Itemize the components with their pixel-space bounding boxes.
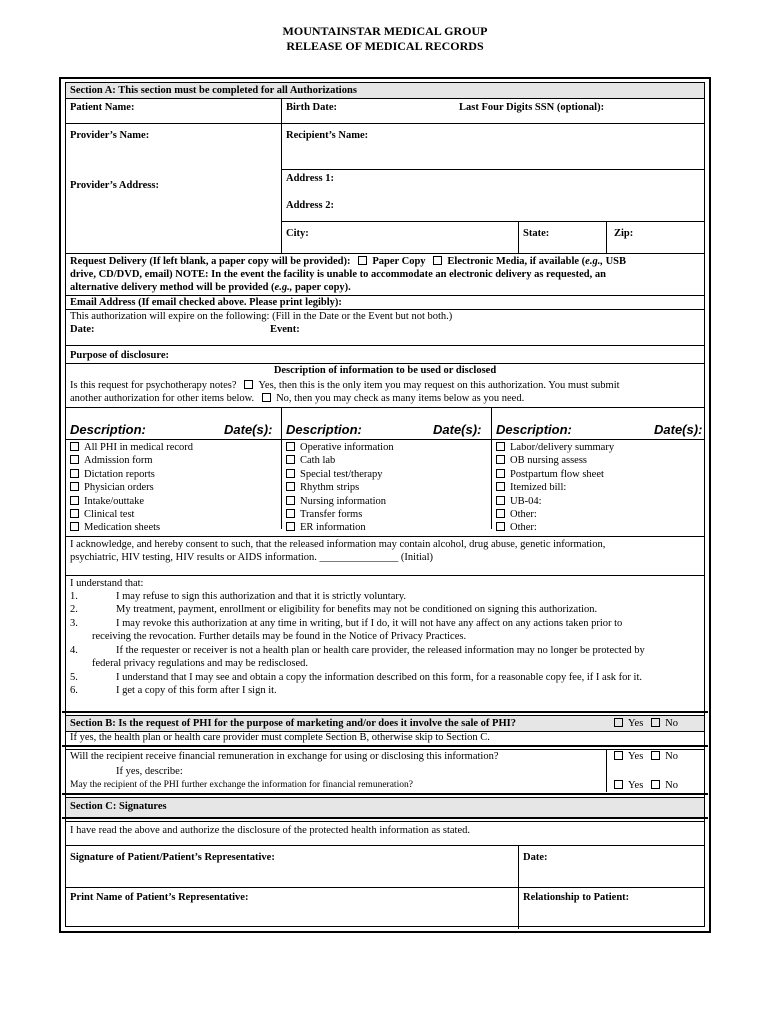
divider: [66, 575, 704, 576]
psych-no-label: No, then you may check as many items below as you need.: [276, 393, 525, 404]
col3-checkbox[interactable]: [496, 469, 505, 478]
authorization-statement: I have read the above and authorize the disclosure of the protected health information as stated.: [70, 825, 471, 836]
delivery-line-1: [70, 255, 626, 268]
divider: [62, 817, 708, 819]
item-text: I get a copy of this form after I sign it.: [116, 685, 277, 696]
release-form: [59, 77, 711, 933]
paper-copy-checkbox[interactable]: [358, 256, 367, 265]
psych-no-checkbox[interactable]: [262, 393, 271, 402]
list-item-label: Other:: [510, 508, 537, 520]
expire-event-field[interactable]: Event:: [270, 324, 300, 335]
delivery-line-3: [70, 281, 351, 294]
form-inner: [65, 82, 705, 927]
list-item-label: Itemized bill:: [510, 482, 567, 494]
col1-dates-header: Date(s):: [224, 422, 273, 437]
delivery-line-2: drive, CD/DVD, email) NOTE: In the event the facility is unable to accommodate an electronic delivery as requested, an: [70, 269, 606, 280]
col2-checkbox[interactable]: [286, 482, 295, 491]
address2-field[interactable]: Address 2:: [286, 200, 334, 211]
item-text: I may refuse to sign this authorization and that it is strictly voluntary.: [116, 591, 407, 602]
no-label: No: [665, 718, 678, 729]
col1-checkbox[interactable]: [70, 455, 79, 464]
list-item: [70, 454, 193, 467]
no-label: No: [665, 751, 678, 762]
col2-checkbox[interactable]: [286, 442, 295, 451]
col3-dates-header: Date(s):: [654, 422, 703, 437]
section-c-heading: Section C: Signatures: [70, 801, 167, 812]
column-divider: [491, 407, 492, 529]
signature-date-field[interactable]: Date:: [523, 852, 548, 863]
list-item: [286, 508, 394, 521]
item-number: 6.: [70, 685, 78, 696]
col1-checkbox[interactable]: [70, 442, 79, 451]
list-item-label: UB-04:: [510, 495, 542, 507]
col2-list: [286, 441, 394, 535]
col3-list: [496, 441, 614, 535]
list-item-label: All PHI in medical record: [84, 442, 194, 453]
list-item: [70, 468, 193, 481]
delivery-line-3a: alternative delivery method will be provided (: [70, 282, 275, 293]
usb-label: USB: [602, 256, 627, 267]
section-b-yes-checkbox[interactable]: [614, 718, 623, 727]
divider: [66, 98, 704, 99]
col1-checkbox[interactable]: [70, 509, 79, 518]
list-item: [496, 481, 614, 494]
describe-field[interactable]: If yes, describe:: [116, 766, 183, 777]
col3-checkbox[interactable]: [496, 522, 505, 531]
list-item-label: Rhythm strips: [300, 482, 360, 494]
divider: [66, 715, 704, 716]
divider: [66, 887, 704, 888]
list-item: [496, 468, 614, 481]
item-text: I may revoke this authorization at any time in writing, but if I do, it will not have any affect on any actions taken prior to: [116, 618, 623, 629]
col2-dates-header: Date(s):: [433, 422, 482, 437]
column-divider: [518, 221, 519, 253]
divider: [62, 745, 708, 747]
list-item: [70, 481, 193, 494]
list-item: [286, 468, 394, 481]
understand-heading: I understand that:: [70, 578, 144, 589]
q2-no-checkbox[interactable]: [651, 780, 660, 789]
signature-field[interactable]: Signature of Patient/Patient’s Representative:: [70, 852, 275, 863]
psych-yes-checkbox[interactable]: [244, 380, 253, 389]
remuneration-question: Will the recipient receive financial remuneration in exchange for using or disclosing this information?: [70, 751, 499, 762]
ack-line-1: I acknowledge, and hereby consent to such, that the released information may contain alcohol, drug abuse, genetic information,: [70, 539, 606, 550]
city-field[interactable]: City:: [286, 228, 309, 239]
further-exchange-question: May the recipient of the PHI further exchange the information for financial remuneration?: [70, 780, 413, 790]
col1-checkbox[interactable]: [70, 469, 79, 478]
description-heading: Description of information to be used or disclosed: [273, 365, 497, 376]
list-item: [286, 441, 394, 454]
divider: [62, 793, 708, 795]
col2-checkbox[interactable]: [286, 469, 295, 478]
list-item-label: Nursing information: [300, 495, 387, 507]
electronic-media-checkbox[interactable]: [433, 256, 442, 265]
delivery-label: Request Delivery (If left blank, a paper copy will be provided):: [70, 256, 351, 267]
q2-yes-checkbox[interactable]: [614, 780, 623, 789]
col3-checkbox[interactable]: [496, 509, 505, 518]
list-item-label: OB nursing assess: [510, 455, 588, 467]
divider: [281, 221, 704, 222]
col2-checkbox[interactable]: [286, 496, 295, 505]
list-item: [496, 441, 614, 454]
psych-question-label: Is this request for psychotherapy notes?: [70, 380, 237, 391]
item-text: My treatment, payment, enrollment or eligibility for benefits may not be conditioned on signing this authorization.: [116, 604, 598, 615]
address1-field[interactable]: Address 1:: [286, 173, 334, 184]
col2-description-header: Description:: [286, 422, 362, 437]
list-item: [286, 495, 394, 508]
yes-label: Yes: [628, 780, 644, 791]
col3-checkbox[interactable]: [496, 442, 505, 451]
col1-checkbox[interactable]: [70, 522, 79, 531]
item-text-cont: federal privacy regulations and may be redisclosed.: [92, 658, 309, 669]
col1-list: [70, 441, 193, 535]
column-divider: [606, 749, 607, 792]
column-divider: [281, 407, 282, 529]
ack-line-2: psychiatric, HIV testing, HIV results or AIDS information. _______________ (Initial): [70, 552, 433, 563]
yes-label: Yes: [628, 751, 644, 762]
list-item: [70, 495, 193, 508]
list-item-label: Cath lab: [300, 455, 336, 467]
psych-line-2: [70, 392, 524, 405]
section-b-no-checkbox[interactable]: [651, 718, 660, 727]
list-item: [496, 495, 614, 508]
zip-field[interactable]: Zip:: [614, 228, 634, 239]
yes-label: Yes: [628, 718, 644, 729]
list-item-label: Labor/delivery summary: [510, 442, 615, 453]
item-number: 1.: [70, 591, 78, 602]
col2-checkbox[interactable]: [286, 509, 295, 518]
list-item: [70, 521, 193, 534]
list-item: [496, 521, 614, 534]
list-item: [496, 454, 614, 467]
section-b-heading: Section B: Is the request of PHI for the purpose of marketing and/or does it involve the sale of PHI?: [70, 718, 516, 729]
divider: [66, 821, 704, 822]
section-b-note: If yes, the health plan or health care provider must complete Section B, otherwise skip to Section C.: [70, 732, 490, 743]
divider: [66, 123, 704, 124]
q2-options: [614, 779, 678, 792]
list-item-label: Operative information: [300, 442, 394, 453]
col1-description-header: Description:: [70, 422, 146, 437]
list-item-label: Transfer forms: [300, 508, 363, 520]
item-text-cont: receiving the revocation. Further details may be found in the Notice of Privacy Practices.: [92, 631, 467, 642]
list-item-label: Clinical test: [84, 508, 135, 520]
purpose-field[interactable]: Purpose of disclosure:: [70, 350, 169, 361]
birth-date-field[interactable]: Birth Date:: [286, 102, 338, 113]
list-item-label: Postpartum flow sheet: [510, 468, 604, 480]
list-item: [496, 508, 614, 521]
print-name-field[interactable]: Print Name of Patient’s Representative:: [70, 892, 249, 903]
column-divider: [606, 221, 607, 253]
eg-label: e.g.,: [274, 282, 293, 293]
divider: [66, 439, 704, 440]
psych-line-2-label: another authorization for other items below.: [70, 393, 255, 404]
list-item-label: Other:: [510, 522, 537, 534]
item-text: If the requester or receiver is not a health plan or health care provider, the released information may no longer be protected by: [116, 645, 645, 656]
no-label: No: [665, 780, 678, 791]
item-number: 3.: [70, 618, 78, 629]
list-item: [286, 521, 394, 534]
q1-yes-checkbox[interactable]: [614, 751, 623, 760]
divider: [66, 345, 704, 346]
col3-description-header: Description:: [496, 422, 572, 437]
col2-checkbox[interactable]: [286, 522, 295, 531]
divider: [62, 711, 708, 713]
provider-name-field[interactable]: Provider’s Name:: [70, 130, 150, 141]
list-item-label: Special test/therapy: [300, 468, 383, 480]
delivery-line-3b: paper copy).: [292, 282, 351, 293]
divider: [66, 407, 704, 408]
col3-checkbox[interactable]: [496, 496, 505, 505]
q1-no-checkbox[interactable]: [651, 751, 660, 760]
list-item-label: Dictation reports: [84, 468, 155, 480]
col1-checkbox[interactable]: [70, 496, 79, 505]
expire-date-field[interactable]: Date:: [70, 324, 95, 335]
list-item-label: ER information: [300, 522, 366, 534]
psych-question: [70, 379, 620, 392]
org-name: MOUNTAINSTAR MEDICAL GROUP: [282, 24, 488, 38]
list-item: [70, 508, 193, 521]
patient-name-field[interactable]: Patient Name:: [70, 102, 135, 113]
column-divider: [281, 98, 282, 253]
list-item-label: Admission form: [84, 455, 153, 467]
col3-checkbox[interactable]: [496, 482, 505, 491]
divider: [66, 536, 704, 537]
relationship-field[interactable]: Relationship to Patient:: [523, 892, 630, 903]
recipient-name-field[interactable]: Recipient’s Name:: [286, 130, 369, 141]
section-a-heading: Section A: This section must be completed for all Authorizations: [70, 85, 357, 96]
list-item: [70, 441, 193, 454]
expire-text: This authorization will expire on the following: (Fill in the Date or the Event but not both.): [70, 311, 453, 322]
section-b-options: [614, 717, 678, 730]
list-item-label: Intake/outtake: [84, 495, 145, 507]
divider: [66, 797, 704, 798]
email-field[interactable]: Email Address (If email checked above. Please print legibly):: [70, 297, 342, 308]
col2-checkbox[interactable]: [286, 455, 295, 464]
divider: [66, 845, 704, 846]
list-item: [286, 454, 394, 467]
item-text: I understand that I may see and obtain a copy the information described on this form, for a reasonable copy fee, if I ask for it.: [116, 672, 642, 683]
form-title: RELEASE OF MEDICAL RECORDS: [286, 39, 484, 53]
divider: [281, 169, 704, 170]
item-number: 2.: [70, 604, 78, 615]
item-number: 5.: [70, 672, 78, 683]
list-item-label: Physician orders: [84, 482, 154, 494]
state-field[interactable]: State:: [523, 228, 550, 239]
psych-yes-label: Yes, then this is the only item you may request on this authorization. You must submit: [258, 380, 620, 391]
col1-checkbox[interactable]: [70, 482, 79, 491]
item-number: 4.: [70, 645, 78, 656]
list-item: [286, 481, 394, 494]
col3-checkbox[interactable]: [496, 455, 505, 464]
list-item-label: Medication sheets: [84, 522, 161, 534]
provider-address-field[interactable]: Provider’s Address:: [70, 180, 159, 191]
divider: [66, 253, 704, 254]
paper-copy-label: Paper Copy: [372, 256, 426, 267]
q1-options: [614, 750, 678, 763]
eg-label: e.g.,: [585, 256, 603, 267]
electronic-media-label: Electronic Media, if available (: [447, 256, 586, 267]
ssn-field[interactable]: Last Four Digits SSN (optional):: [459, 102, 605, 113]
